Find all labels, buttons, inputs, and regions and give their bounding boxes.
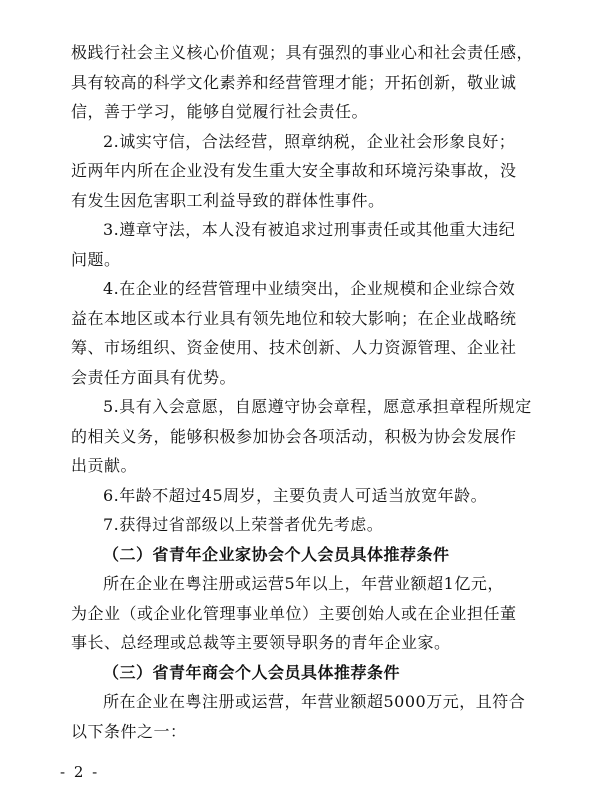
- text-line: 2.诚实守信，合法经营，照章纳税，企业社会形象良好；: [103, 131, 516, 151]
- text-line: 近两年内所在企业没有发生重大安全事故和环境污染事故，没: [71, 161, 517, 180]
- text-line: 会责任方面具有优势。: [71, 367, 237, 387]
- section-heading: （二）省青年企业家协会个人会员具体推荐条件: [103, 544, 450, 564]
- body-text: [71, 38, 541, 746]
- text-line: 7.获得过省部级以上荣誉者优先考虑。: [103, 515, 384, 534]
- text-line: 所在企业在粤注册或运营5年以上，年营业额超1亿元，: [103, 574, 504, 593]
- text-line: 6.年龄不超过45周岁，主要负责人可适当放宽年龄。: [103, 485, 488, 505]
- text-line: 具有较高的科学文化素养和经营管理才能；开拓创新，敬业诚: [71, 72, 517, 92]
- text-line: 问题。: [71, 249, 121, 269]
- text-line: 的相关义务，能够积极参加协会各项活动，积极为协会发展作: [71, 426, 517, 446]
- text-line: 以下条件之一：: [71, 721, 187, 741]
- text-line: 事长、总经理或总裁等主要领导职务的青年企业家。: [71, 633, 451, 652]
- text-line: 极践行社会主义核心价值观；具有强烈的事业心和社会责任感，: [71, 43, 534, 62]
- section-heading: （三）省青年商会个人会员具体推荐条件: [103, 662, 401, 682]
- page-number: - 2 -: [60, 763, 100, 781]
- text-line: 有发生因危害职工利益导致的群体性事件。: [71, 190, 385, 210]
- text-line: 3.遵章守法，本人没有被追求过刑事责任或其他重大违纪: [103, 220, 516, 239]
- text-line: 4.在企业的经营管理中业绩突出，企业规模和企业综合效: [103, 279, 516, 298]
- text-line: 5.具有入会意愿，自愿遵守协会章程，愿意承担章程所规定: [103, 397, 532, 416]
- text-line: 信，善于学习，能够自觉履行社会责任。: [71, 102, 369, 121]
- text-line: 出贡献。: [71, 456, 138, 475]
- text-line: 为企业（或企业化管理事业单位）主要创始人或在企业担任董: [71, 603, 517, 623]
- text-line: 筹、市场组织、资金使用、技术创新、人力资源管理、企业社: [71, 338, 517, 357]
- text-line: 所在企业在粤注册或运营，年营业额超5000万元，且符合: [103, 692, 526, 711]
- text-line: 益在本地区或本行业具有领先地位和较大影响；在企业战略统: [71, 308, 517, 328]
